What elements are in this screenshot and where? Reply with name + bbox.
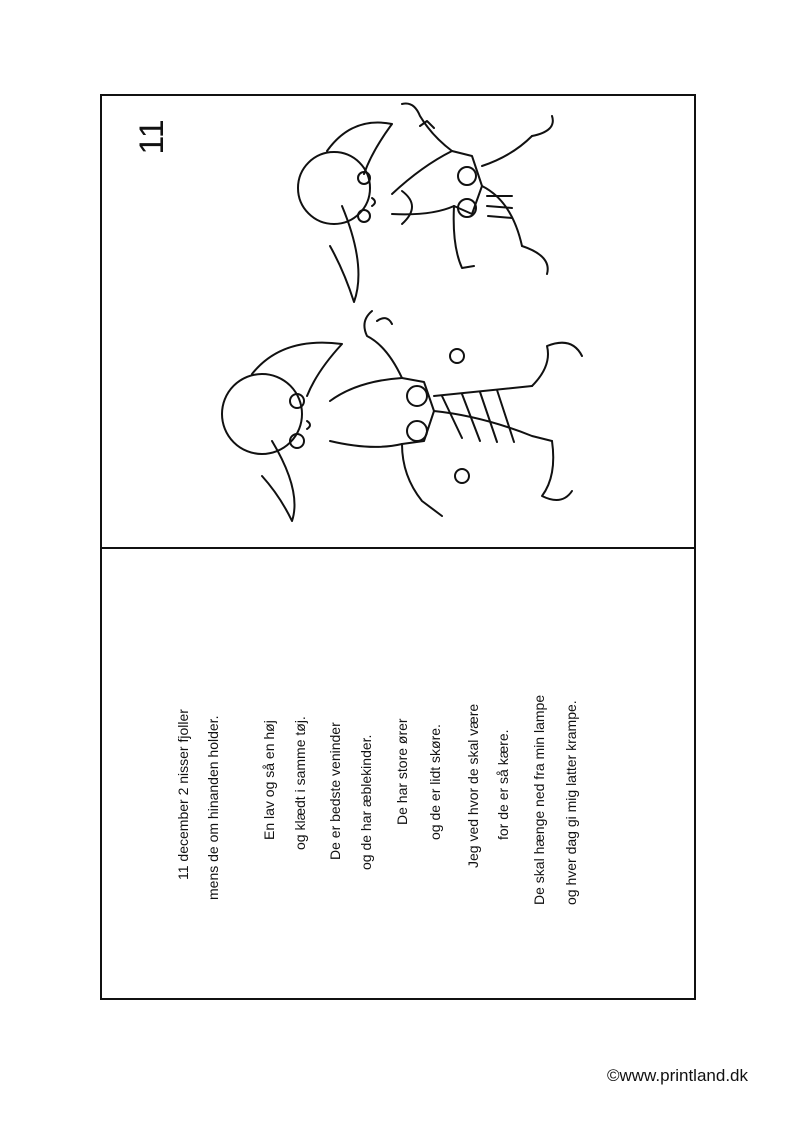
page-number: 11 (133, 119, 171, 155)
poem-line: mens de om hinanden holder. (205, 715, 221, 900)
fold-line (102, 547, 694, 549)
elf-left-icon (222, 311, 582, 521)
poem-line: og de er lidt skøre. (427, 724, 443, 840)
poem-line: En lav og så en høj (261, 720, 277, 840)
elves-illustration (102, 96, 694, 543)
copyright-text: ©www.printland.dk (606, 1066, 748, 1085)
poem-line: Jeg ved hvor de skal være (465, 703, 481, 868)
poem-line: og de har æblekinder. (358, 734, 374, 870)
poem-line: og hver dag gi mig latter krampe. (563, 700, 579, 905)
poem-line: og klædt i samme tøj. (292, 716, 308, 850)
poem-line: De har store ører (394, 718, 410, 825)
poem-block (176, 650, 596, 930)
elf-right-icon (298, 104, 553, 303)
poem-line: 11 december 2 nisser fjoller (175, 709, 191, 880)
poem-line: De er bedste veninder (327, 722, 343, 860)
poem-line: for de er så kære. (495, 729, 511, 840)
poem-line: De skal hænge ned fra min lampe (531, 694, 547, 905)
